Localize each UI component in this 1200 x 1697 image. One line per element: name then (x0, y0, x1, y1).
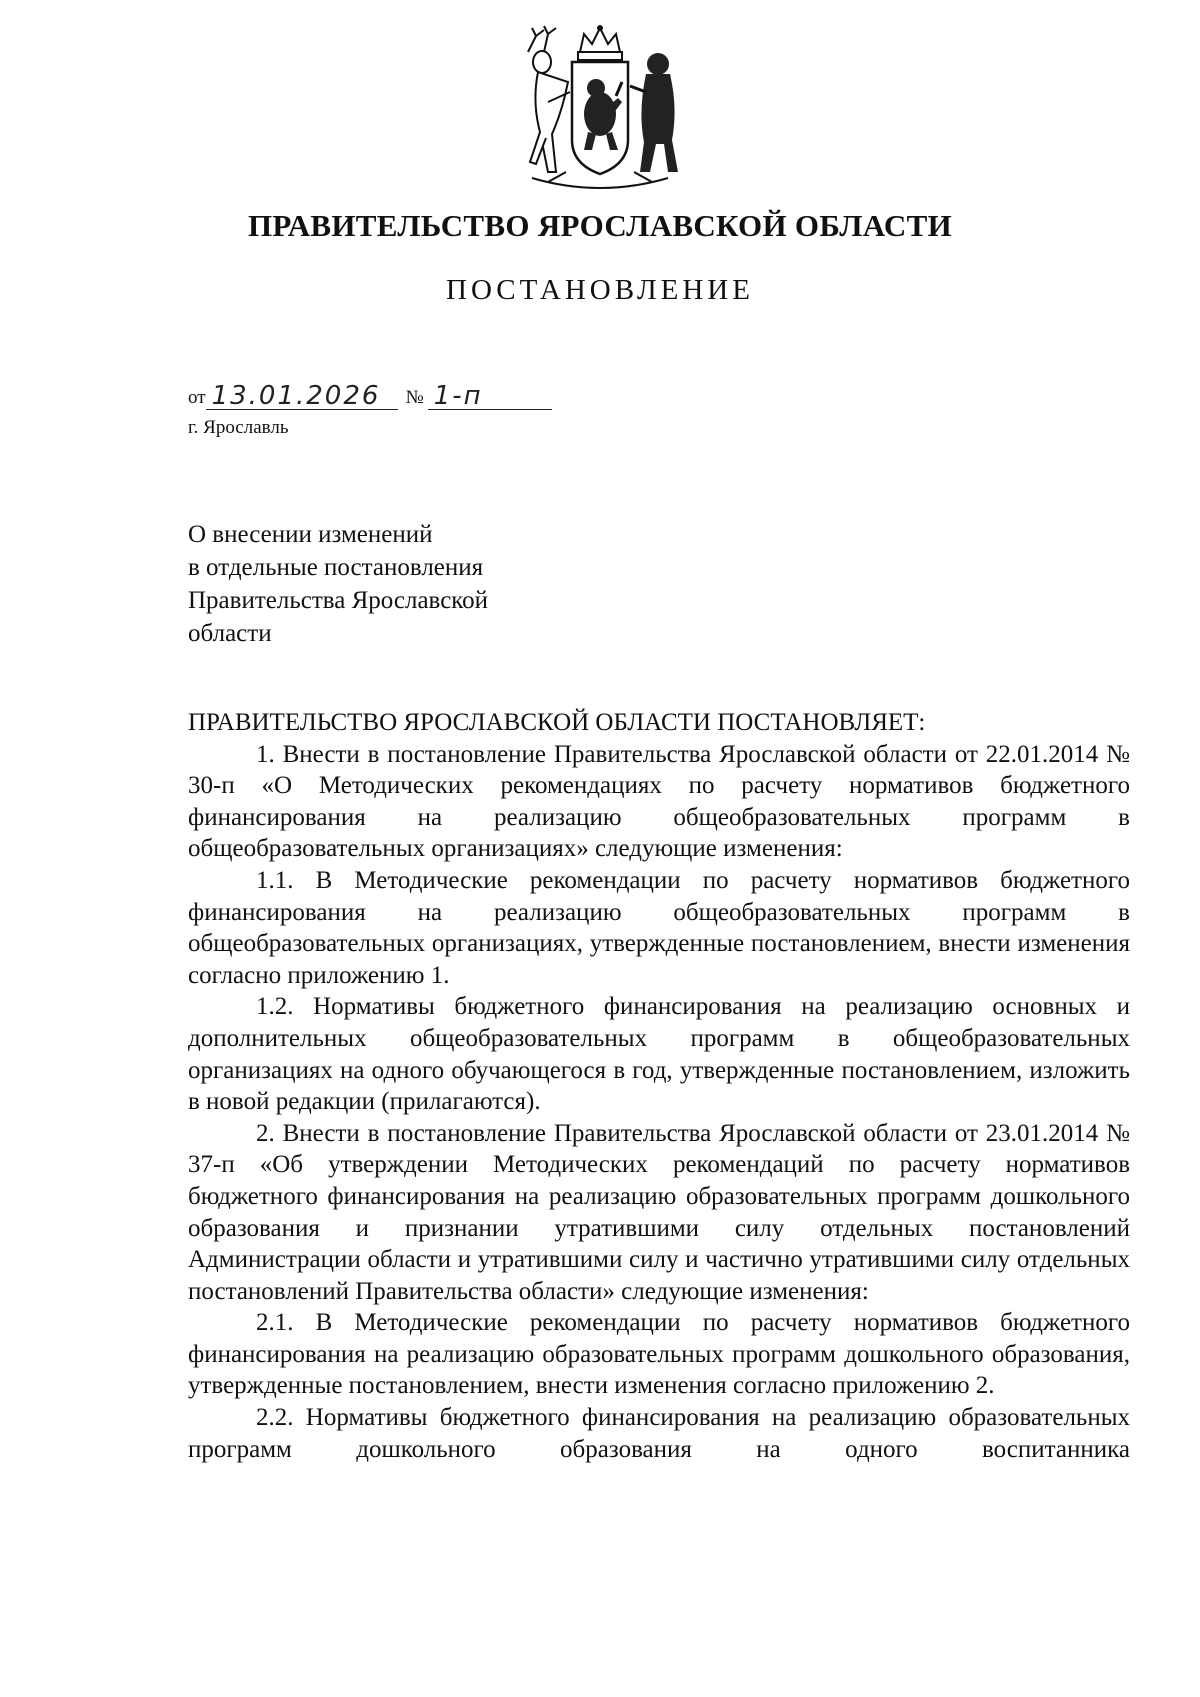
paragraph-2-2: 2.2. Нормативы бюджетного финансирования на реализацию образовательных программ дошкольного образования на одного воспитанника (188, 1404, 1130, 1463)
coat-of-arms-emblem (518, 22, 682, 194)
paragraph-1: 1. Внести в постановление Правительства Ярославской области от 22.01.2014 № 30-п «О Методических рекомендациях по расчету нормативов бюджетного финансирования на реализацию общеобразовательных программ в общеобразовательных организациях» следующие изменения: (188, 740, 1130, 863)
paragraph-1-1: 1.1. В Методические рекомендации по расчету нормативов бюджетного финансирования на реализацию общеобразовательных программ в общеобразовательных организациях, утвержденные постановлением, внести изменения согласно приложению 1. (188, 866, 1130, 989)
paragraph-2-1: 2.1. В Методические рекомендации по расчету нормативов бюджетного финансирования на реализацию образовательных программ дошкольного образования, утвержденные постановлением, внести изменения согласно приложению 2. (188, 1309, 1130, 1400)
number-label: № (405, 387, 424, 408)
handwritten-date: 13.01.2026 (206, 383, 398, 410)
subject-line: Правительства Ярославской (188, 587, 489, 614)
subject-line: области (188, 620, 272, 647)
date-prefix: от (188, 387, 206, 408)
government-title: ПРАВИТЕЛЬСТВО ЯРОСЛАВСКОЙ ОБЛАСТИ (248, 208, 952, 243)
date-number-row (188, 381, 552, 411)
document-meta (188, 381, 552, 440)
subject-line: О внесении изменений (188, 521, 433, 548)
document-subject (188, 518, 488, 650)
resolution-intro: ПРАВИТЕЛЬСТВО ЯРОСЛАВСКОЙ ОБЛАСТИ ПОСТАНОВЛЯЕТ: (188, 709, 926, 736)
paragraph-1-2: 1.2. Нормативы бюджетного финансирования на реализацию основных и дополнительных общеобразовательных программ в общеобразовательных организациях на одного обучающегося в год, утвержденные постановлением, изложить в новой редакции (прилагаются). (188, 993, 1130, 1116)
document-type: ПОСТАНОВЛЕНИЕ (446, 274, 754, 306)
document-body (188, 707, 1130, 1465)
subject-line: в отдельные постановления (188, 554, 484, 581)
paragraph-2: 2. Внести в постановление Правительства Ярославской области от 23.01.2014 № 37-п «Об утверждении Методических рекомендаций по расчету нормативов бюджетного финансирования на реализацию образовательных программ дошкольного образования и признании утратившими силу отдельных постановлений Администрации области и утратившими силу и частично утратившими силу отдельных постановлений Правительства области» следующие изменения: (188, 1119, 1130, 1305)
handwritten-number: 1-п (428, 383, 552, 410)
city: г. Ярославль (188, 417, 289, 438)
